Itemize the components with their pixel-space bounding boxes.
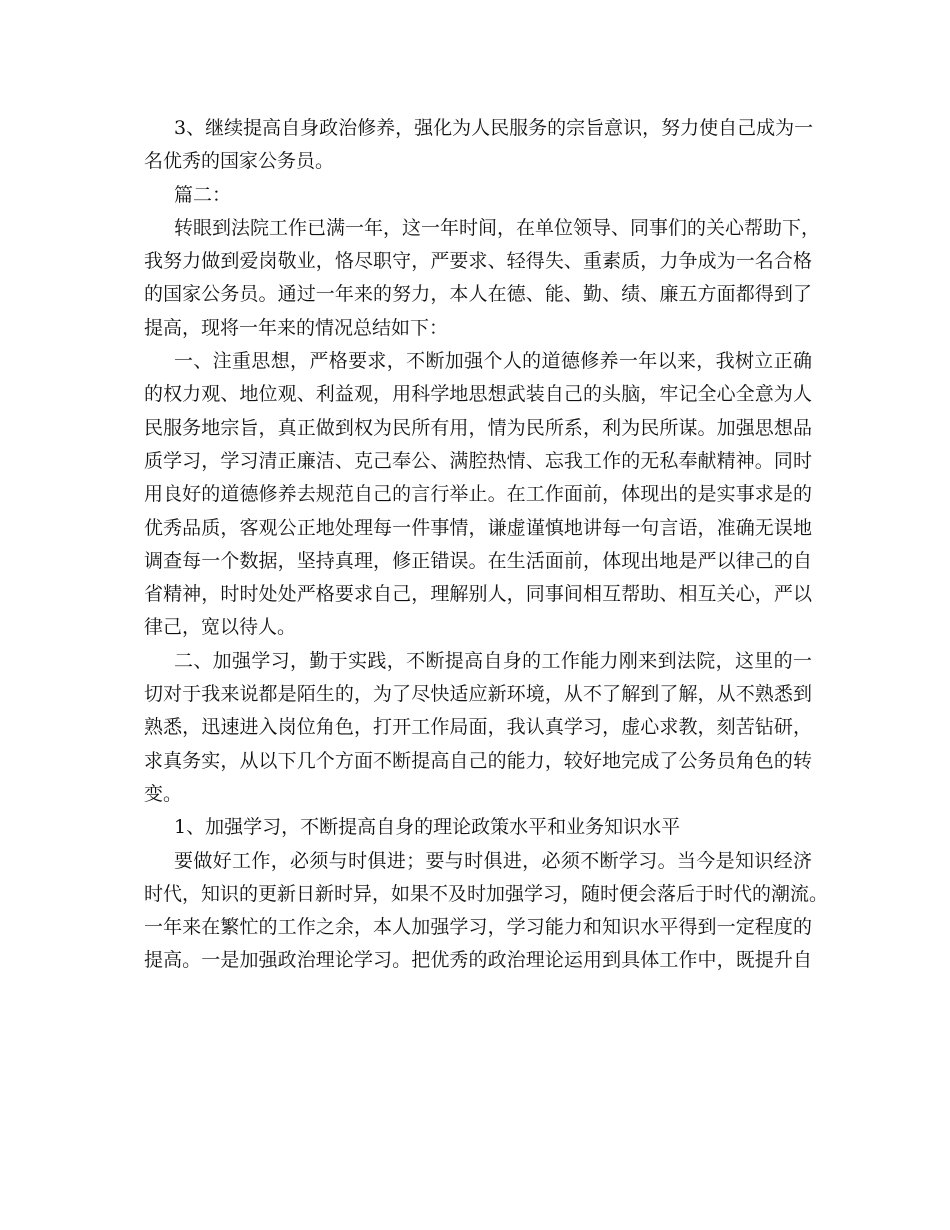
text-line: 民服务地宗旨，真正做到权为民所有用，情为民所系，利为民所谋。加强思想品 xyxy=(144,416,812,439)
text-line: 调查每一个数据，坚持真理，修正错误。在生活面前，体现出地是严以律己的自 xyxy=(144,549,812,572)
text-line: 1、加强学习，不断提高自身的理论政策水平和业务知识水平 xyxy=(174,816,681,839)
text-line: 要做好工作，必须与时俱进；要与时俱进，必须不断学习。当今是知识经济 xyxy=(174,849,812,872)
text-line: 的国家公务员。通过一年来的努力，本人在德、能、勤、绩、廉五方面都得到了 xyxy=(144,283,812,306)
text-line: 二、加强学习，勤于实践，不断提高自身的工作能力刚来到法院，这里的一 xyxy=(174,649,812,672)
text-line: 变。 xyxy=(144,782,183,805)
text-line: 律己，宽以待人。 xyxy=(144,616,297,639)
text-line: 一、注重思想，严格要求，不断加强个人的道德修养一年以来，我树立正确 xyxy=(174,350,812,373)
text-line: 我努力做到爱岗敬业，恪尽职守，严要求、轻得失、重素质，力争成为一名合格 xyxy=(144,250,812,273)
text-line: 优秀品质，客观公正地处理每一件事情，谦虚谨慎地讲每一句言语，准确无误地 xyxy=(144,516,812,539)
text-line: 一年来在繁忙的工作之余，本人加强学习，学习能力和知识水平得到一定程度的 xyxy=(144,916,812,939)
text-line: 质学习，学习清正廉洁、克己奉公、满腔热情、忘我工作的无私奉献精神。同时 xyxy=(144,449,812,472)
text-line: 3、继续提高自身政治修养，强化为人民服务的宗旨意识，努力使自己成为一 xyxy=(174,117,814,139)
text-line: 转眼到法院工作已满一年，这一年时间，在单位领导、同事们的关心帮助下， xyxy=(174,216,821,239)
text-line: 时代，知识的更新日新时异，如果不及时加强学习，随时便会落后于时代的潮流。 xyxy=(144,882,829,905)
text-line: 篇二： xyxy=(174,183,232,206)
text-line: 提高，现将一年来的情况总结如下： xyxy=(144,316,449,339)
document-body xyxy=(144,112,829,978)
text-line: 用良好的道德修养去规范自己的言行举止。在工作面前，体现出的是实事求是的 xyxy=(144,483,812,506)
text-line: 的权力观、地位观、利益观，用科学地思想武装自己的头脑，牢记全心全意为人 xyxy=(144,383,812,406)
text-line: 求真务实，从以下几个方面不断提高自己的能力，较好地完成了公务员角色的转 xyxy=(144,749,812,772)
text-line: 提高。一是加强政治理论学习。把优秀的政治理论运用到具体工作中，既提升自 xyxy=(144,949,812,972)
text-line: 切对于我来说都是陌生的，为了尽快适应新环境，从不了解到了解，从不熟悉到 xyxy=(144,683,812,706)
text-line: 名优秀的国家公务员。 xyxy=(144,150,335,173)
text-line: 熟悉，迅速进入岗位角色，打开工作局面，我认真学习，虚心求教，刻苦钻研， xyxy=(144,716,812,739)
text-line: 省精神，时时处处严格要求自己，理解别人，同事间相互帮助、相互关心，严以 xyxy=(144,583,812,606)
